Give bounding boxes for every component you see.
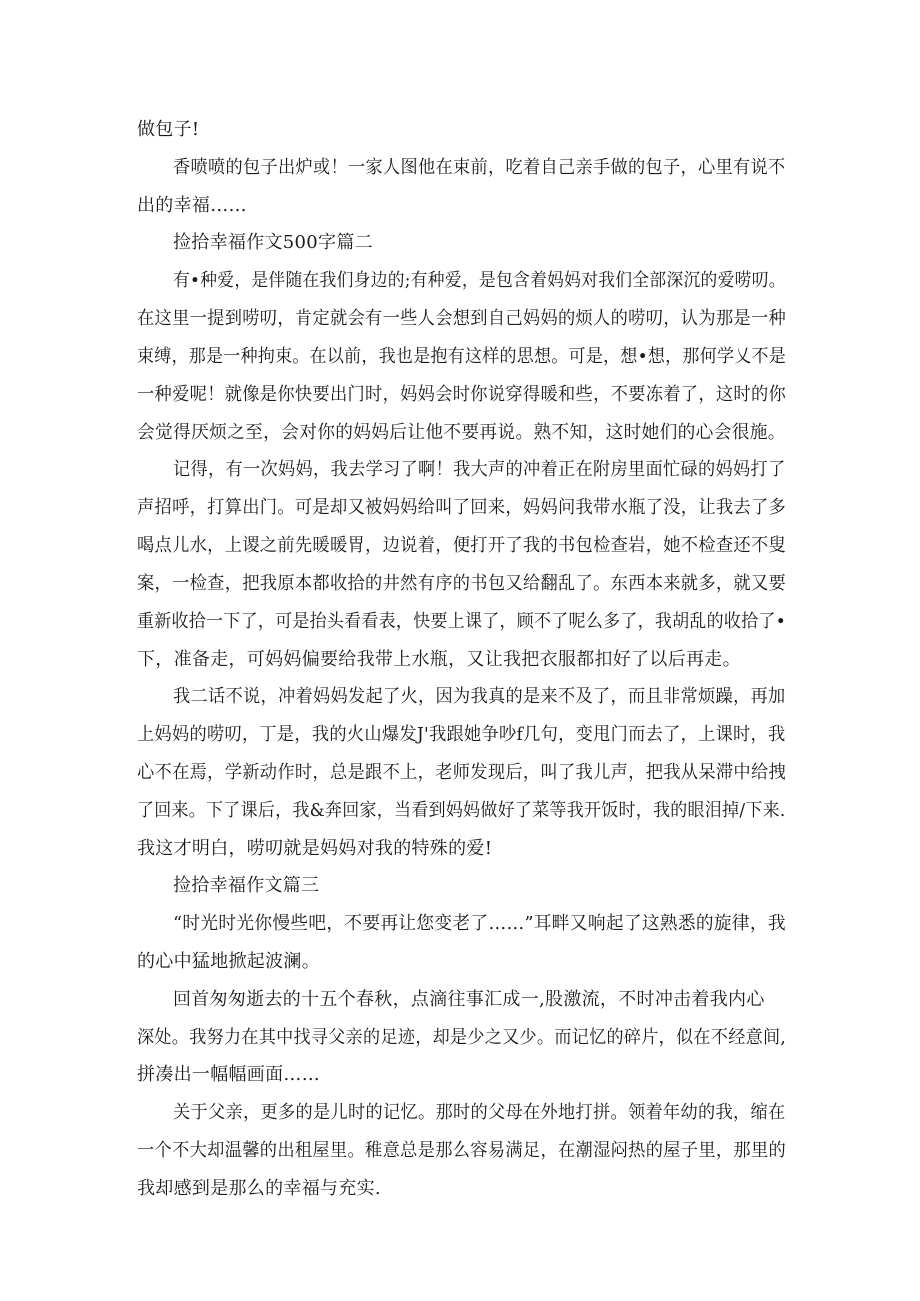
- text-line: 会觉得厌烦之至，会对你的妈妈后让他不要再说。熟不知，这时她们的心会很施。: [137, 422, 786, 443]
- text-line: 的心中猛地掀起波澜。: [137, 951, 320, 972]
- paragraph-start: 有•种爱，是伴随在我们身边的;有种爱，是包含着妈妈对我们全部深沉的爱唠叨。: [173, 270, 786, 291]
- text-line: 深处。我努力在其中找寻父亲的足迹，却是少之又少。而记忆的碎片，似在不经意间,: [137, 1027, 787, 1048]
- section-heading: 捡拾幸福作文500字篇二: [173, 232, 373, 253]
- text-line: 我这才明白，唠叨就是妈妈对我的特殊的爱!: [137, 838, 493, 859]
- text-line: 了回来。下了课后，我&奔回家，当看到妈妈做好了菜等我开饭时，我的眼泪掉/下来.: [137, 800, 786, 821]
- text-line: 重新收拾一下了，可是抬头看看表，快要上课了，顾不了呢么多了，我胡乱的收拾了•: [137, 611, 787, 632]
- text-line: 一种爱呢！就像是你快要出门时，妈妈会时你说穿得暖和些，不要冻着了，这时的你: [137, 384, 787, 405]
- text-line: 束缚，那是一种拘束。在以前，我也是抱有这样的思想。可是，想•想，那何学乂不是: [137, 346, 787, 367]
- text-line: 案，一检查，把我原本都收拾的井然有序的书包又给翻乱了。东西本来就多，就又要: [137, 573, 787, 594]
- paragraph-start: 香喷喷的包子出炉或！一家人图他在束前，吃着自己亲手做的包子，心里有说不: [173, 157, 786, 178]
- section-heading: 捡拾幸福作文篇三: [173, 875, 320, 896]
- paragraph-start: “时光时光你慢些吧，不要再让您变老了……”耳畔又响起了这熟悉的旋律，我: [173, 913, 786, 934]
- text-line: 拼凑出一幅幅画面……: [137, 1064, 320, 1085]
- text-line: 喝点儿水，上谡之前先暖暖胃，边说着，便打开了我的书包检查岩，她不检查还不叟: [137, 535, 787, 556]
- paragraph-start: 关于父亲，更多的是儿时的记忆。那时的父母在外地打拼。领着年幼的我，缩在: [173, 1102, 786, 1123]
- paragraph-start: 回首匆匆逝去的十五个春秋，点滴往事汇成一,股激流，不时冲击着我内心: [173, 989, 765, 1010]
- text-line: 出的幸福……: [137, 195, 247, 216]
- text-line: 心不在焉，学新动作时，总是跟不上，老师发现后，叫了我儿声，把我从呆滞中给拽: [137, 762, 787, 783]
- text-line: 在这里一提到唠叨，肯定就会有一些人会想到自己妈妈的烦人的唠叨，认为那是一种: [137, 308, 787, 329]
- text-line: 下，准备走，可妈妈偏要给我带上水瓶，又让我把衣服都扣好了以后再走。: [137, 649, 741, 670]
- paragraph-start: 我二话不说，冲着妈妈发起了火，因为我真的是来不及了，而且非常烦躁，再加: [173, 686, 786, 707]
- text-line: 声招呼，打算出门。可是却又被妈妈给叫了回来，妈妈问我带水瓶了没，让我去了多: [137, 497, 787, 518]
- paragraph-start: 记得，有一次妈妈，我去学习了啊！我大声的冲着正在附房里面忙碌的妈妈打了: [173, 459, 786, 480]
- text-line: 我却感到是那么的幸福与充实.: [137, 1178, 381, 1199]
- text-line: 一个不大却温馨的出租屋里。稚意总是那么容易满足，在潮湿闷热的屋子里，那里的: [137, 1140, 787, 1161]
- text-line: 上妈妈的唠叨，丁是，我的火山爆发J'我跟她争吵f几句，变甩门而去了，上课时，我: [137, 724, 786, 745]
- text-line: 做包子!: [137, 119, 200, 140]
